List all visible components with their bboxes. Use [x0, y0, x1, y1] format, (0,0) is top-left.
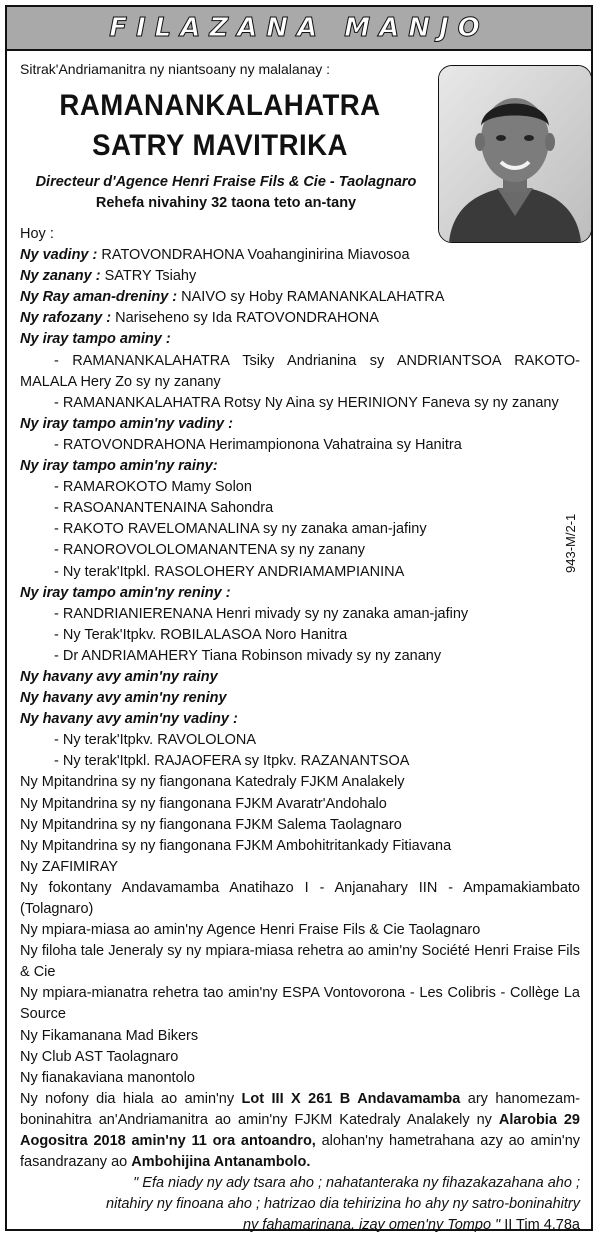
havany-vadiny-heading: Ny havany avy amin'ny vadiny : — [20, 711, 238, 728]
tampo-aminy-item: - RAMANANKALAHATRA Tsiky Andrianina sy ANDRIANTSOA RAKOTO-MALALA Hery Zo sy ny zanany — [20, 352, 580, 390]
tampo-vadiny-heading: Ny iray tampo amin'ny vadiny : — [20, 415, 233, 432]
mpitandrina-line: Ny Mpitandrina sy ny fiangonana FJKM Avaratr'Andohalo — [20, 795, 387, 812]
deceased-name-line1: RAMANANKALAHATRA — [59, 89, 381, 122]
mpitandrina-line: Ny Mpitandrina sy ny fiangonana FJKM Salema Taolagnaro — [20, 816, 402, 833]
zanany-row — [20, 266, 580, 287]
intro-text: Sitrak'Andriamanitra ny niantsoany ny malalanay : — [20, 61, 331, 77]
vadiny-value: RATOVONDRAHONA Voahanginirina Miavosoa — [97, 247, 410, 264]
zanany-label: Ny zanany : — [20, 268, 101, 285]
tampo-aminy-item: - RAMANANKALAHATRA Rotsy Ny Aina sy HERINIONY Faneva sy ny zanany — [54, 394, 559, 411]
club-line: Ny Club AST Taolagnaro — [20, 1048, 179, 1065]
havany-vadiny-item: - Ny terak'Itpkv. RAVOLOLONA — [54, 732, 257, 749]
quote-line: nitahiry ny finoana aho ; hatrizao dia tehirizina ho ahy ny satro-boninahitry — [106, 1196, 580, 1213]
deceased-job-title: Directeur d'Agence Henri Fraise Fils & Cie - Taolagnaro — [35, 174, 417, 190]
espa-line: Ny mpiara-mianatra rehetra tao amin'ny ESPA Vontovorona - Les Colibris - Collège La Source — [20, 985, 580, 1023]
notice-header — [7, 7, 591, 51]
tampo-rainy-item: - RAKOTO RAVELOMANALINA sy ny zanaka aman-jafiny — [54, 521, 427, 538]
ray-row — [20, 287, 580, 308]
quote-line-last: ny fahamarinana, izay omen'ny Tompo " II Tim 4,78a — [242, 1217, 580, 1234]
deceased-age-text: Rehefa nivahiny 32 taona teto an-tany — [95, 195, 357, 211]
funeral-details: Ny nofony dia hiala ao amin'ny Lot III X 261 B Andavamamba ary hanomezam-boninahitra an'Andriamanitra ao amin'ny FJKM Katedraly Analakely ny Alarobia 29 Aogositra 2018 amin'ny 11 ora antoandro, alohan'ny hametrahana azy ao amin'ny fasandrazany ao Ambohijina Antanambolo. — [20, 1090, 581, 1171]
tampo-aminy-heading: Ny iray tampo aminy : — [20, 331, 171, 348]
burial-place: Ambohijina Antanambolo. — [131, 1154, 311, 1171]
zafimiray-line: Ny ZAFIMIRAY — [20, 858, 119, 875]
quote-reference: II Tim 4,78a — [500, 1217, 580, 1234]
deceased-name-line2: SATRY MAVITRIKA — [92, 129, 348, 162]
fikamanana-line: Ny Fikamanana Mad Bikers — [20, 1027, 199, 1044]
notice-top — [20, 59, 582, 211]
hoy-label: Hoy : — [20, 226, 54, 242]
rafozany-value: Nariseheno sy Ida RATOVONDRAHONA — [111, 310, 379, 327]
vadiny-label: Ny vadiny : — [20, 247, 98, 264]
mpitandrina-line: Ny Mpitandrina sy ny fiangonana Katedraly FJKM Analakely — [20, 774, 405, 791]
fianakaviana-line: Ny fianakaviana manontolo — [20, 1069, 195, 1086]
family-list — [20, 224, 580, 1236]
filoha-line: Ny filoha tale Jeneraly sy ny mpiara-miasa rehetra ao amin'ny Société Henri Fraise Fils & Cie — [20, 943, 580, 981]
fokontany-line: Ny fokontany Andavamamba Anatihazo I - Anjanahary IIN - Ampamakiambato (Tolagnaro) — [20, 879, 580, 917]
tampo-vadiny-item: - RATOVONDRAHONA Herimampionona Vahatraina sy Hanitra — [54, 436, 462, 453]
tampo-rainy-item: - Ny terak'Itpkl. RASOLOHERY ANDRIAMAMPIANINA — [54, 563, 405, 580]
tampo-rainy-item: - RASOANANTENAINA Sahondra — [54, 500, 274, 517]
rafozany-label: Ny rafozany : — [20, 310, 112, 327]
ray-value: NAIVO sy Hoby RAMANANKALAHATRA — [177, 289, 445, 306]
deceased-portrait-photo — [438, 65, 592, 243]
mpitandrina-line: Ny Mpitandrina sy ny fiangonana FJKM Ambohitritankady Fitiavana — [20, 837, 452, 854]
tampo-reniny-item: - Dr ANDRIAMAHERY Tiana Robinson mivady sy ny zanany — [54, 647, 442, 664]
rafozany-row — [20, 308, 580, 329]
havany-vadiny-item: - Ny terak'Itpkl. RAJAOFERA sy Itpkv. RAZANANTSOA — [54, 753, 410, 770]
tampo-rainy-heading: Ny iray tampo amin'ny rainy: — [20, 458, 218, 475]
tampo-rainy-item: - RANOROVOLOLOMANANTENA sy ny zanany — [54, 542, 366, 559]
vadiny-row — [20, 245, 580, 266]
havany-reniny-heading: Ny havany avy amin'ny reniny — [20, 690, 227, 707]
portrait-illustration — [439, 66, 591, 242]
obituary-notice — [5, 5, 593, 1234]
funeral-date: Alarobia 29 Aogositra 2018 amin'ny 11 ora antoandro, — [20, 1111, 580, 1150]
agence-line: Ny mpiara-miasa ao amin'ny Agence Henri Fraise Fils & Cie Taolagnaro — [20, 922, 481, 939]
zanany-value: SATRY Tsiahy — [100, 268, 197, 285]
quote-line: " Efa niady ny ady tsara aho ; nahatanteraka ny fihazakazahana aho ; — [133, 1175, 580, 1192]
tampo-rainy-item: - RAMAROKOTO Mamy Solon — [54, 479, 252, 496]
tampo-reniny-item: - RANDRIANIERENANA Henri mivady sy ny zanaka aman-jafiny — [54, 605, 469, 622]
tampo-reniny-heading: Ny iray tampo amin'ny reniny : — [20, 584, 231, 601]
havany-rainy-heading: Ny havany avy amin'ny rainy — [20, 668, 218, 685]
reference-code: 943-M/2-1 — [563, 513, 578, 573]
ray-label: Ny Ray aman-dreniny : — [20, 289, 178, 306]
tampo-reniny-item: - Ny Terak'Itpkv. ROBILALASOA Noro Hanitra — [54, 626, 348, 643]
funeral-address: Lot III X 261 B Andavamamba — [241, 1090, 461, 1107]
notice-title: FILAZANA MANJO — [109, 13, 489, 43]
bible-quote — [20, 1173, 580, 1236]
